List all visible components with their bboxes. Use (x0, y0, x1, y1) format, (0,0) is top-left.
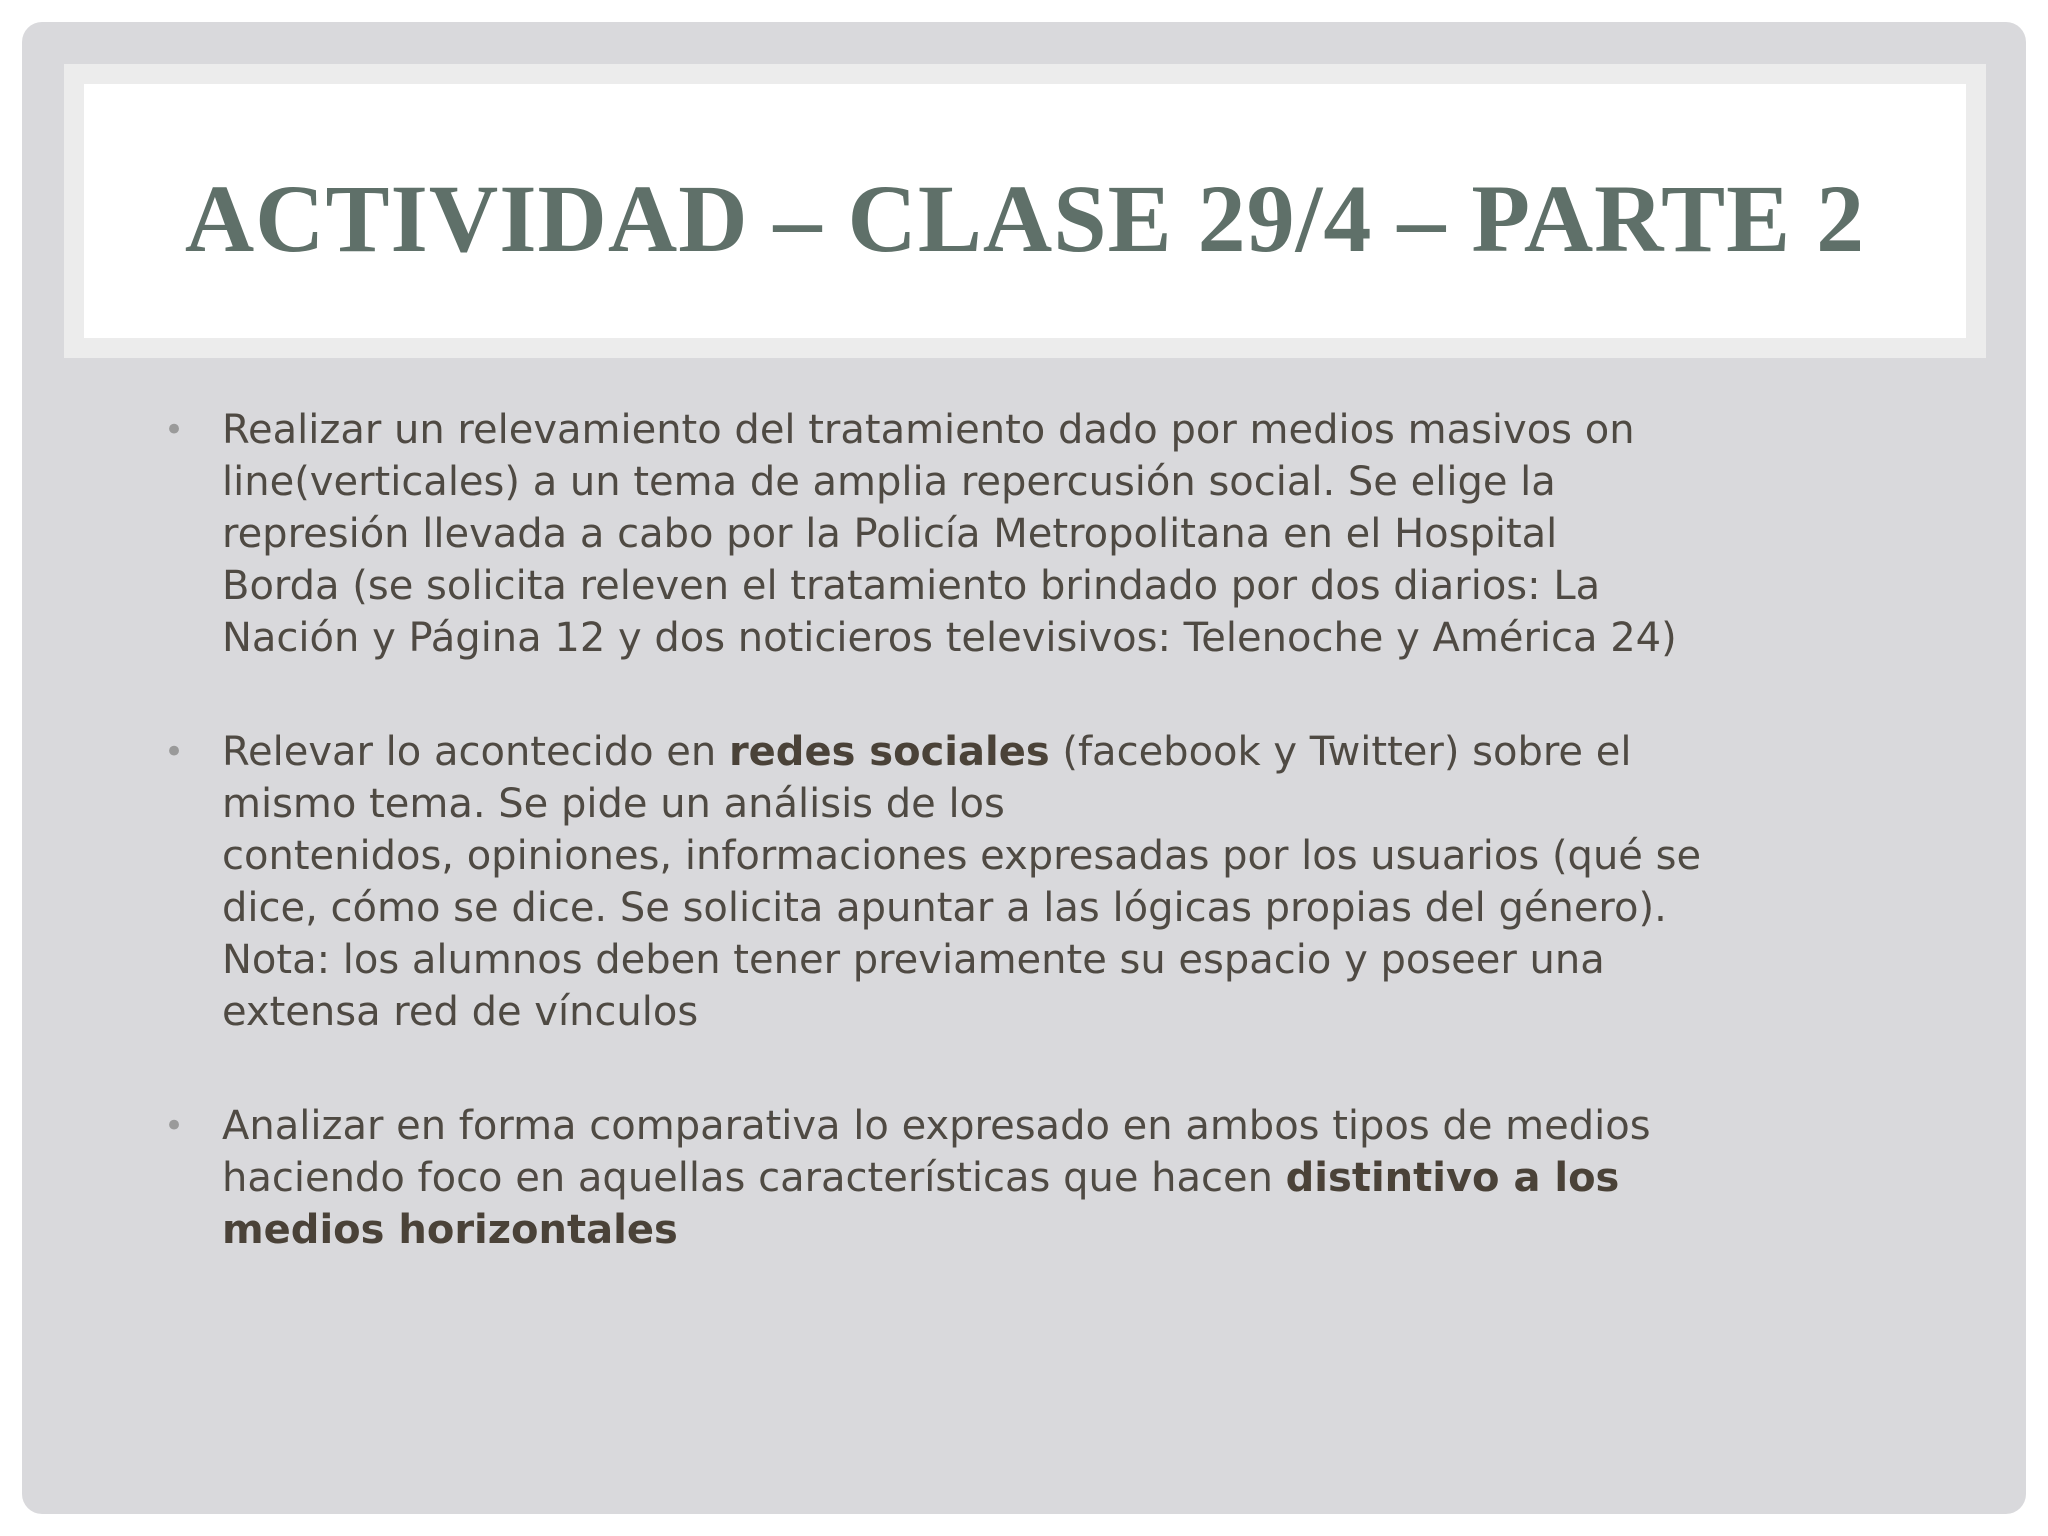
bullet-2-line-4: dice, cómo se dice. Se solicita apuntar a las lógicas propias del género). (222, 885, 1667, 931)
bullet-2-line-6: extensa red de vínculos (222, 989, 699, 1035)
bullet-item-2 (150, 726, 1950, 1038)
slide-title: ACTIVIDAD – CLASE 29/4 – PARTE 2 (184, 164, 1866, 272)
bullet-2-line-2: mismo tema. Se pide un análisis de los (222, 781, 1005, 827)
bullet-icon: • (164, 410, 185, 450)
bullet-2-emphasis: redes sociales (728, 729, 1050, 775)
bullet-2-line-3: contenidos, opiniones, informaciones expresadas por los usuarios (qué se (222, 833, 1702, 879)
title-box (84, 84, 1966, 338)
bullet-3-text-before: haciendo foco en aquellas características que hacen (222, 1155, 1286, 1201)
bullet-item-3 (150, 1100, 1950, 1256)
bullet-2-line-1 (222, 726, 1950, 778)
bullet-3-line-3 (222, 1204, 1950, 1256)
bullet-1-line-1: Realizar un relevamiento del tratamiento dado por medios masivos on (222, 407, 1635, 453)
bullet-3-line-2 (222, 1152, 1950, 1204)
bullet-1-line-2: line(verticales) a un tema de amplia repercusión social. Se elige la (222, 459, 1556, 505)
bullet-2-line-5: Nota: los alumnos deben tener previamente su espacio y poseer una (222, 937, 1605, 983)
slide (22, 22, 2026, 1514)
slide-content (150, 404, 1950, 1318)
bullet-3-line-1: Analizar en forma comparativa lo expresado en ambos tipos de medios (222, 1103, 1651, 1149)
bullet-2-text-before: Relevar lo acontecido en (222, 729, 729, 775)
bullet-icon: • (164, 1106, 185, 1146)
bullet-2-text-after: (facebook y Twitter) sobre el (1049, 729, 1632, 775)
bullet-1-line-3: represión llevada a cabo por la Policía Metropolitana en el Hospital (222, 511, 1558, 557)
bullet-1-line-4: Borda (se solicita releven el tratamiento brindado por dos diarios: La (222, 563, 1601, 609)
bullet-item-1 (150, 404, 1950, 664)
bullet-1-line-5: Nación y Página 12 y dos noticieros televisivos: Telenoche y América 24) (222, 615, 1677, 661)
bullet-icon: • (164, 732, 185, 772)
bullet-3-emphasis-2: medios horizontales (222, 1207, 678, 1253)
bullet-3-emphasis-1: distintivo a los (1285, 1155, 1620, 1201)
